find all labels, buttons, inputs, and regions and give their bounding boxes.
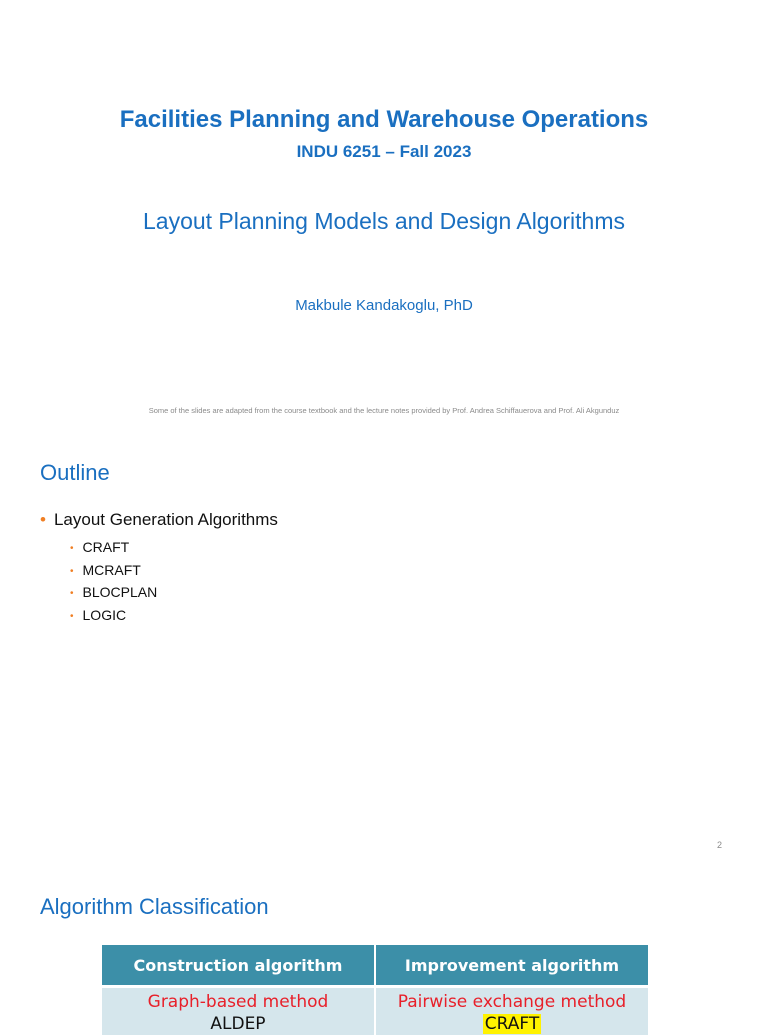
table-header-row [102,945,648,987]
sub-item-text: CRAFT [83,539,130,555]
table-header-construction: Construction algorithm [102,945,375,987]
bullet-dot-icon: • [40,510,46,529]
author-name: Makbule Kandakoglu, PhD [0,297,768,314]
table-row [102,987,648,1035]
lecture-title: Layout Planning Models and Design Algorithms [0,208,768,235]
method-label: Pairwise exchange method [377,992,647,1012]
algorithm-name: ALDEP [103,1014,373,1034]
bullet-dot-icon: • [70,566,74,577]
list-item [70,536,157,559]
outline-sub-list [70,536,157,626]
slide-credits: Some of the slides are adapted from the course textbook and the lecture notes provided by Prof. Andrea Schiffauerova and Prof. Ali Akgunduz [0,406,768,415]
outline-bullet-text: Layout Generation Algorithms [54,510,278,529]
sub-item-text: BLOCPLAN [83,584,158,600]
table-cell [102,987,375,1035]
page-number: 2 [717,840,722,850]
method-label: Graph-based method [103,992,373,1012]
classification-table [102,945,648,1035]
list-item [70,559,157,582]
list-item [70,604,157,627]
course-code: INDU 6251 – Fall 2023 [0,142,768,162]
outline-slide [0,432,768,864]
title-slide [0,0,768,432]
classification-slide [0,864,768,1024]
list-item [70,581,157,604]
sub-item-text: LOGIC [83,607,127,623]
bullet-dot-icon: • [70,543,74,554]
table-header-improvement: Improvement algorithm [375,945,648,987]
bullet-dot-icon: • [70,588,74,599]
table-cell [375,987,648,1035]
outline-heading: Outline [40,460,110,486]
course-title: Facilities Planning and Warehouse Operations [0,106,768,134]
classification-heading: Algorithm Classification [40,894,269,920]
sub-item-text: MCRAFT [83,562,141,578]
algorithm-name-highlighted: CRAFT [483,1014,542,1034]
bullet-dot-icon: • [70,611,74,622]
outline-bullet [40,510,278,530]
